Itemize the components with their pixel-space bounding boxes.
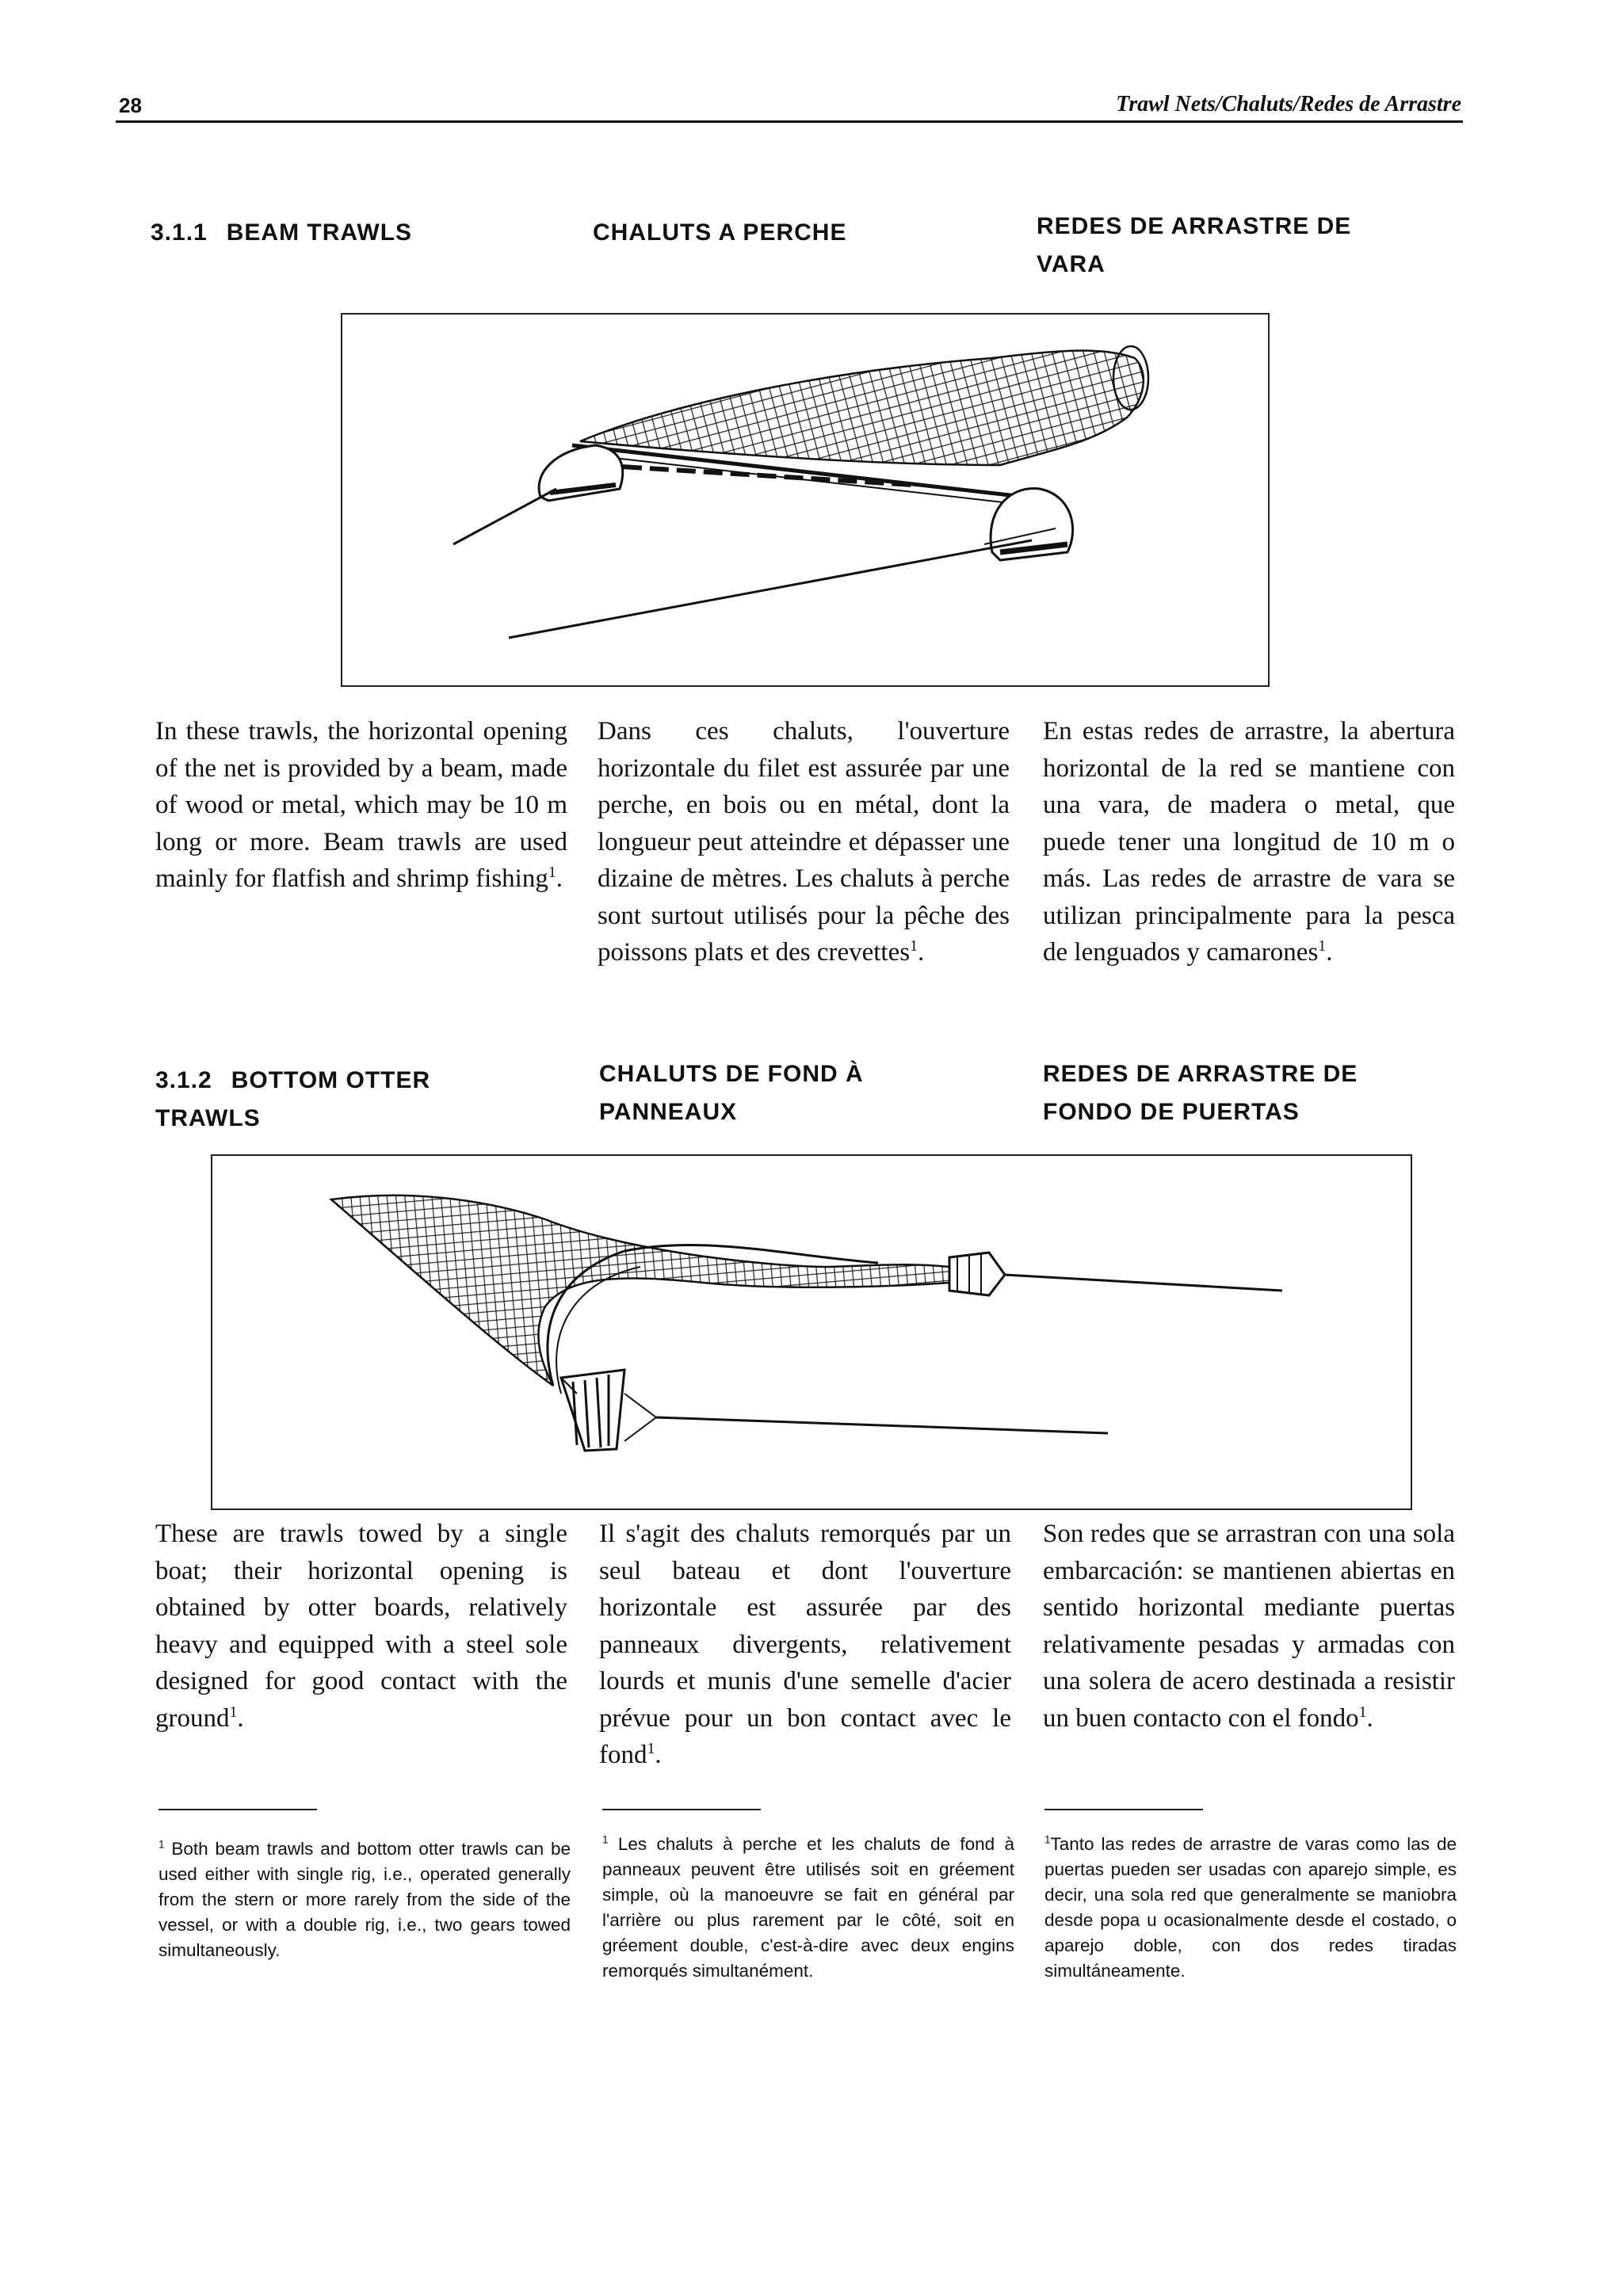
otter-trawl-text-en-body: These are trawls towed by a single boat; their horizontal opening is obtained by otter boards, relatively heavy and equipped with a steel sole designed for good contact with the ground <box>155 1520 567 1733</box>
footnote-rule-fr <box>602 1809 761 1810</box>
section-312-heading-en <box>155 1062 488 1138</box>
beam-trawl-text-fr-body: Dans ces chaluts, l'ouverture horizontale du filet est assurée par une perche, en bois ou en métal, dont la longueur peut atteindre et dépasser une dizaine de mètres. Les chaluts à perche sont surtout utilisés pour la pêche des poissons plats et des crevettes <box>598 717 1010 967</box>
section-number: 3.1.1 <box>151 219 208 246</box>
header-rule <box>116 120 1463 123</box>
beam-trawl-text-en: In these trawls, the horizontal opening of the net is provided by a beam, made of wood or metal, which may be 10 m long or more. Beam trawls are used mainly for flatfish and shrimp fishing$^1$. <box>155 717 567 893</box>
otter-trawl-text-fr: Il s'agit des chaluts remorqués par un seul bateau et dont l'ouverture horizontale est assurée par des panneaux divergents, relativement lourds et munis d'une semelle d'acier prévue pour un bon contact avec le fond$^1$. <box>599 1520 1011 1769</box>
beam-trawl-text-fr: Dans ces chaluts, l'ouverture horizontale du filet est assurée par une perche, en bois ou en métal, dont la longueur peut atteindre et dépasser une dizaine de mètres. Les chaluts à perche sont surtout utilisés pour la pêche des poissons plats et des crevettes$^1$. <box>598 717 1010 967</box>
otter-trawl-text-fr-body: Il s'agit des chaluts remorqués par un seul bateau et dont l'ouverture horizontale est assurée par des panneaux divergents, relativement lourds et munis d'une semelle d'acier prévue pour un bon contact avec le fond <box>599 1520 1011 1769</box>
footnote-ref: 1 <box>1318 937 1327 955</box>
footnote-rule-en <box>158 1809 317 1810</box>
footnote-ref: 1 <box>548 864 556 881</box>
otter-trawl-illustration <box>212 1156 1411 1508</box>
section-title-en: BOTTOM OTTER TRAWLS <box>155 1067 431 1131</box>
footnote-en-text: Both beam trawls and bottom otter trawls can be used either with single rig, i.e., operated generally from the stern or more rarely from the side of the vessel, or with a double rig, i.e., two gears towed simultaneously. <box>158 1839 571 1960</box>
otter-trawl-text-es-body: Son redes que se arrastran con una sola embarcación: se mantienen abiertas en sentido horizontal mediante puertas relativamente pesadas y armadas con una solera de acero destinada a resistir un buen contacto con el fondo <box>1043 1520 1455 1733</box>
footnote-ref: 1 <box>1358 1703 1367 1721</box>
footnote-ref: 1 <box>229 1703 238 1721</box>
otter-trawl-text-en: These are trawls towed by a single boat; their horizontal opening is obtained by otter boards, relatively heavy and equipped with a steel sole designed for good contact with the ground$^1$. <box>155 1520 567 1733</box>
section-312-heading-es: REDES DE ARRASTRE DE FONDO DE PUERTAS <box>1043 1061 1358 1125</box>
footnote-fr-text: Les chaluts à perche et les chaluts de fond à panneaux peuvent être utilisés soit en gréement simple, où la manoeuvre se fait en général par l'arrière ou plus rarement par le côté, soit en gréement double, c'est-à-dire avec deux engins remorqués simultanément. <box>602 1834 1014 1981</box>
page-number: 28 <box>119 93 142 117</box>
footnote-es <box>1044 1832 1457 1984</box>
section-312-heading-fr: CHALUTS DE FOND À PANNEAUX <box>599 1061 864 1125</box>
section-number: 3.1.2 <box>155 1067 212 1093</box>
beam-trawl-text-es-body: En estas redes de arrastre, la abertura horizontal de la red se mantiene con una vara, de madera o metal, que puede tener una longitud de 10 m o más. Las redes de arrastre de vara se utilizan principalmente para la pesca de lenguados y camarones <box>1043 717 1455 967</box>
running-title: Trawl Nets/Chaluts/Redes de Arrastre <box>1116 92 1461 116</box>
beam-trawl-text-en-body: In these trawls, the horizontal opening of the net is provided by a beam, made of wood or metal, which may be 10 m long or more. Beam trawls are used mainly for flatfish and shrimp fishing <box>155 717 567 893</box>
beam-trawl-illustration <box>342 315 1268 685</box>
footnote-en <box>158 1836 571 1963</box>
footnote-es-text: Tanto las redes de arrastre de varas como las de puertas pueden ser usadas con aparejo simple, es decir, una sola red que generalmente se maniobra desde popa u ocasionalmente desde el costado, o aparejo doble, con dos redes tiradas simultáneamente. <box>1044 1834 1457 1981</box>
otter-trawl-figure <box>211 1154 1412 1510</box>
section-title-en: BEAM TRAWLS <box>226 219 413 246</box>
footnote-marker: 1 <box>602 1833 609 1846</box>
footnote-ref: 1 <box>910 937 918 955</box>
footnote-marker: 1 <box>1044 1833 1051 1846</box>
beam-trawl-text-es: En estas redes de arrastre, la abertura horizontal de la red se mantiene con una vara, de madera o metal, que puede tener una longitud de 10 m o más. Las redes de arrastre de vara se utilizan principalmente para la pesca de lenguados y camarones$^1$. <box>1043 717 1455 967</box>
footnote-rule-es <box>1044 1809 1203 1810</box>
otter-trawl-text-es: Son redes que se arrastran con una sola embarcación: se mantienen abiertas en sentido horizontal mediante puertas relativamente pesadas y armadas con una solera de acero destinada a resistir un buen contacto con el fondo$^1$. <box>1043 1520 1455 1733</box>
section-311-heading-es: REDES DE ARRASTRE DE VARA <box>1037 213 1352 277</box>
footnote-fr <box>602 1832 1014 1984</box>
section-311-heading-fr: CHALUTS A PERCHE <box>593 219 847 246</box>
footnote-marker: 1 <box>158 1838 165 1851</box>
beam-trawl-figure <box>341 313 1270 687</box>
footnote-ref: 1 <box>647 1740 655 1757</box>
section-311-heading-en <box>151 214 412 252</box>
